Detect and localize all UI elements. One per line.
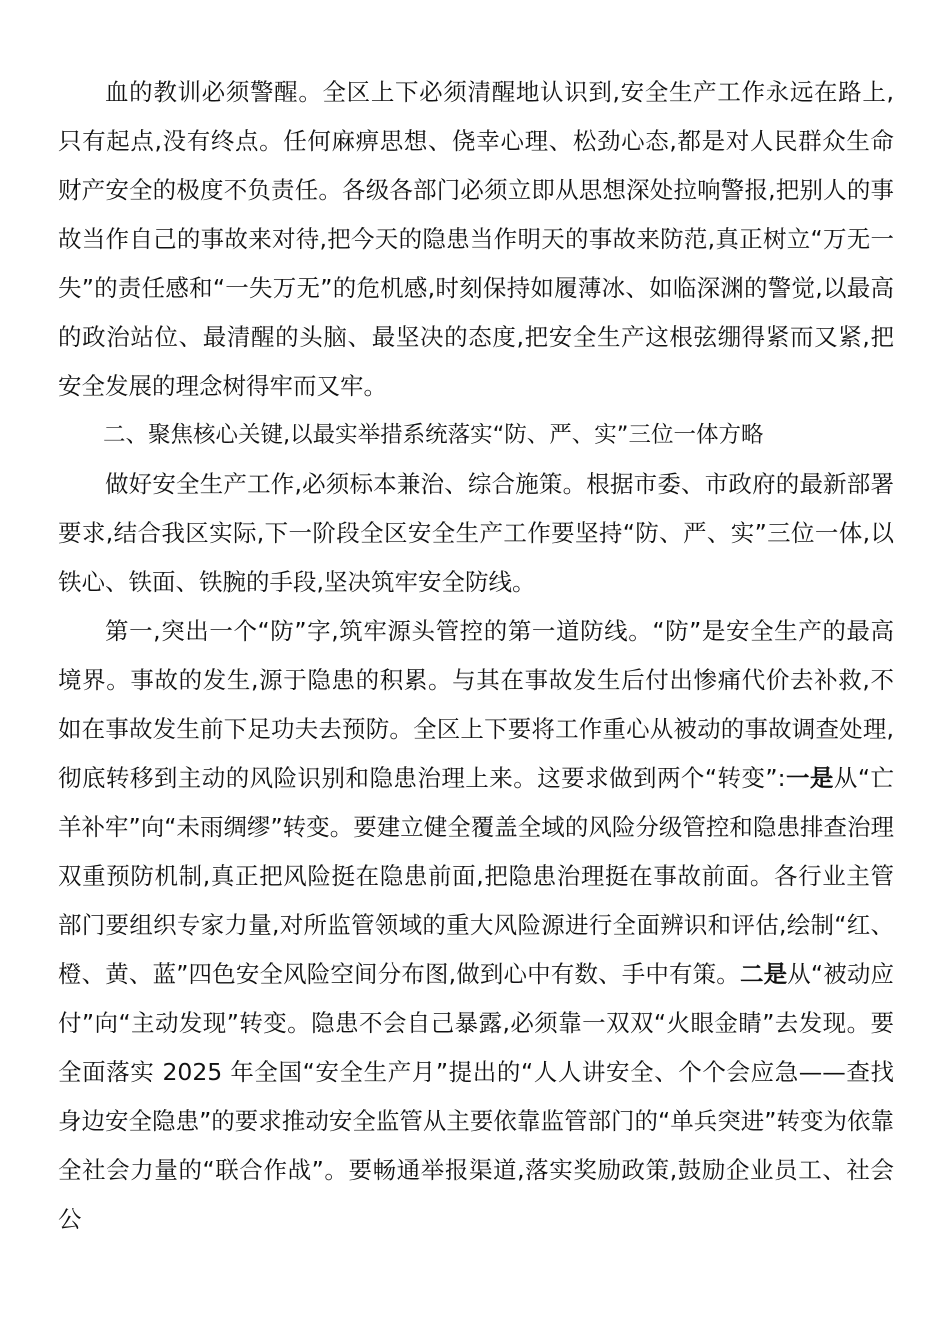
paragraph-prevention [58,607,894,1244]
paragraph-prevention-text-1: 第一,突出一个“防”字,筑牢源头管控的第一道防线。“防”是安全生产的最高境界。事故的发生,源于隐患的积累。与其在事故发生后付出惨痛代价去补救,不如在事故发生前下足功夫去预防。全区上下要将工作重心从被动的事故调查处理,彻底转移到主动的风险识别和隐患治理上来。这要求做到两个“转变”: [58,617,894,792]
section-heading-2: 二、聚焦核心关键,以最实举措系统落实“防、严、实”三位一体方略 [103,422,764,448]
paragraph-prevention-text-3: 从“被动应付”向“主动发现”转变。隐患不会自己暴露,必须靠一双双“火眼金睛”去发现。要全面落实 2025 年全国“安全生产月”提出的“人人讲安全、个个会应急——查找身边安全隐患”的要求推动安全监管从主要依靠监管部门的“单兵突进”转变为依靠全社会力量的“联合作战”。要畅通举报渠道,落实奖励政策,鼓励企业员工、社会公 [58,960,894,1233]
paragraph-prevention-text-2: 从“亡羊补牢”向“未雨绸缪”转变。要建立健全覆盖全域的风险分级管控和隐患排查治理双重预防机制,真正把风险挺在隐患前面,把隐患治理挺在事故前面。各行业主管部门要组织专家力量,对所监管领域的重大风险源进行全面辨识和评估,绘制“红、橙、黄、蓝”四色安全风险空间分布图,做到心中有数、手中有策。 [58,764,894,988]
paragraph-lesson-warning: 血的教训必须警醒。全区上下必须清醒地认识到,安全生产工作永远在路上,只有起点,没有终点。任何麻痹思想、侥幸心理、松劲心态,都是对人民群众生命财产安全的极度不负责任。各级各部门必须立即从思想深处拉响警报,把别人的事故当作自己的事故来对待,把今天的隐患当作明天的事故来防范,真正树立“万无一失”的责任感和“一失万无”的危机感,时刻保持如履薄冰、如临深渊的警觉,以最高的政治站位、最清醒的头脑、最坚决的态度,把安全生产这根弦绷得紧而又紧,把安全发展的理念树得牢而又牢。 [58,78,894,400]
point-one-label: 一是 [785,764,834,792]
document-body [58,68,894,1244]
paragraph-strategy-intro: 做好安全生产工作,必须标本兼治、综合施策。根据市委、市政府的最新部署要求,结合我区实际,下一阶段全区安全生产工作要坚持“防、严、实”三位一体,以铁心、铁面、铁腕的手段,坚决筑牢安全防线。 [58,470,894,596]
point-two-label: 二是 [739,960,788,988]
